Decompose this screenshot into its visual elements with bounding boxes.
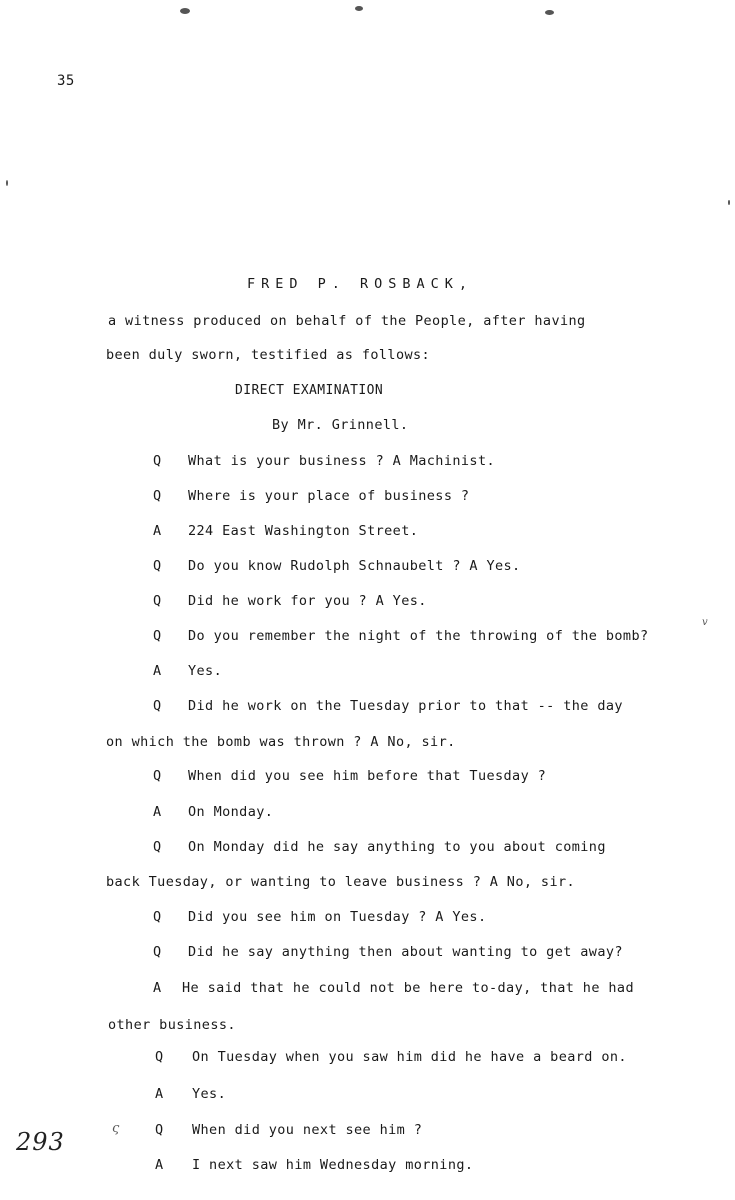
line-text: Where is your place of business ? (188, 488, 470, 504)
line-text: Yes. (188, 663, 223, 679)
line-text: other business. (108, 1017, 236, 1033)
line-text: On Tuesday when you saw him did he have a beard on. (192, 1049, 627, 1065)
line-mark: Q (153, 944, 162, 960)
line-mark: Q (155, 1049, 164, 1065)
scan-speck (180, 8, 190, 14)
handwritten-page-number: 293 (16, 1128, 65, 1156)
line-mark: Q (153, 593, 162, 609)
scan-speck (6, 180, 8, 186)
line-text: Did he work for you ? A Yes. (188, 593, 427, 609)
line-mark: A (155, 1157, 164, 1173)
margin-pencil-mark: v (702, 617, 708, 628)
line-text: What is your business ? A Machinist. (188, 453, 495, 469)
line-text: I next saw him Wednesday morning. (192, 1157, 474, 1173)
examiner-line: By Mr. Grinnell. (272, 417, 409, 433)
line-text: When did you see him before that Tuesday ? (188, 768, 547, 784)
line-text: Did you see him on Tuesday ? A Yes. (188, 909, 487, 925)
line-mark: Q (153, 839, 162, 855)
line-text: back Tuesday, or wanting to leave business ? A No, sir. (106, 874, 576, 890)
line-text: Do you remember the night of the throwing of the bomb? (188, 628, 649, 644)
line-text: On Monday did he say anything to you about coming (188, 839, 606, 855)
line-text: He said that he could not be here to-day, that he had (182, 980, 634, 996)
line-mark: Q (153, 488, 162, 504)
line-text: Do you know Rudolph Schnaubelt ? A Yes. (188, 558, 521, 574)
line-mark: A (153, 523, 162, 539)
scan-speck (728, 200, 730, 205)
intro-line-1: a witness produced on behalf of the People, after having (108, 313, 586, 329)
line-text: 224 East Washington Street. (188, 523, 419, 539)
line-mark: Q (153, 628, 162, 644)
line-mark: A (155, 1086, 164, 1102)
line-mark: A (153, 663, 162, 679)
margin-pencil-mark: ς (112, 1121, 120, 1136)
line-mark: A (153, 804, 162, 820)
section-heading: DIRECT EXAMINATION (235, 383, 384, 398)
line-text: When did you next see him ? (192, 1122, 423, 1138)
line-mark: Q (153, 909, 162, 925)
line-mark: Q (155, 1122, 164, 1138)
line-mark: Q (153, 698, 162, 714)
line-text: Did he say anything then about wanting to get away? (188, 944, 623, 960)
line-mark: Q (153, 558, 162, 574)
witness-name-title: FRED P. ROSBACK, (247, 276, 474, 292)
line-text: Did he work on the Tuesday prior to that -- the day (188, 698, 623, 714)
line-mark: Q (153, 768, 162, 784)
line-mark: Q (153, 453, 162, 469)
intro-line-2: been duly sworn, testified as follows: (106, 347, 431, 363)
line-mark: A (153, 980, 162, 996)
scan-speck (355, 6, 363, 11)
line-text: Yes. (192, 1086, 227, 1102)
line-text: on which the bomb was thrown ? A No, sir. (106, 734, 456, 750)
scan-speck (545, 10, 554, 15)
line-text: On Monday. (188, 804, 274, 820)
page-number: 35 (57, 73, 75, 89)
